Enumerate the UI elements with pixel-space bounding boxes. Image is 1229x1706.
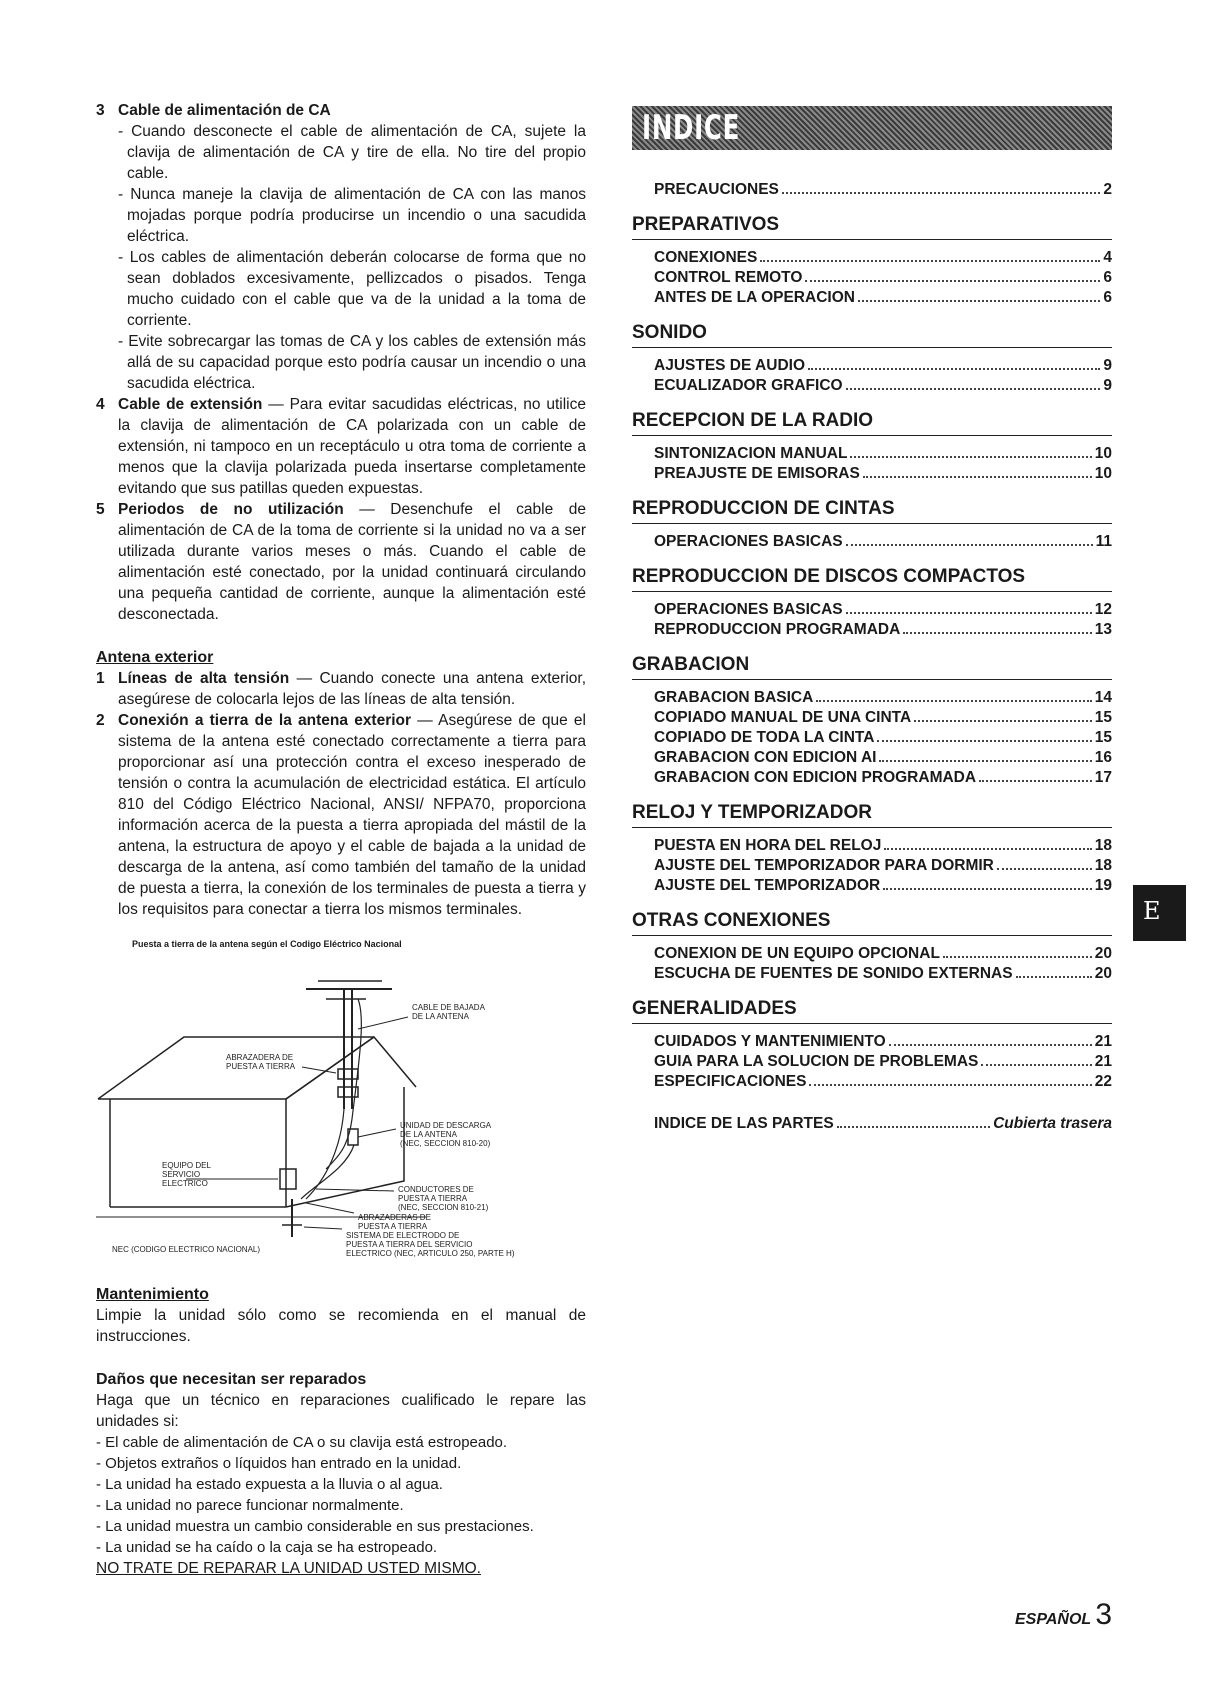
item-title: Periodos de no utilización [118, 501, 344, 518]
section-tab-letter: E [1143, 897, 1161, 925]
toc-leader [981, 1064, 1091, 1066]
label-electrode-system: SISTEMA DE ELECTRODO DE PUESTA A TIERRA DEL SERVICIO ELECTRICO (NEC, ARTICULO 250, PARTE H) [346, 1231, 515, 1258]
toc-page: 18 [1094, 857, 1112, 874]
toc-label: CONEXIONES [654, 249, 758, 266]
damage-item: - La unidad se ha caído o la caja se ha estropeado. [96, 1539, 438, 1556]
bullet: - Evite sobrecargar las tomas de CA y los cables de extensión más allá de su capacidad porque esto podría causar un incendio o una sacudida eléctrica. [118, 333, 586, 392]
toc-label: AJUSTE DEL TEMPORIZADOR [654, 877, 881, 894]
toc-entry[interactable] [632, 1052, 1112, 1072]
toc-label: GUIA PARA LA SOLUCION DE PROBLEMAS [654, 1053, 979, 1070]
left-column [96, 100, 586, 1579]
toc-page: 19 [1094, 877, 1112, 894]
toc-entry[interactable] [632, 1032, 1112, 1052]
toc-group-title: SONIDO [632, 322, 1112, 348]
damage-item: - Objetos extraños o líquidos han entrado en la unidad. [96, 1455, 462, 1472]
toc-group-items [632, 828, 1112, 896]
label-ground-conductors: CONDUCTORES DE PUESTA A TIERRA (NEC, SECCION 810-21) [398, 1185, 489, 1212]
toc-entry[interactable] [632, 180, 1112, 200]
toc-label: COPIADO MANUAL DE UNA CINTA [654, 709, 912, 726]
toc-group-items [632, 936, 1112, 984]
toc-group-title: REPRODUCCION DE CINTAS [632, 498, 1112, 524]
toc-page: 16 [1094, 749, 1112, 766]
toc-page: 10 [1094, 445, 1112, 462]
toc-leader [943, 956, 1092, 958]
toc-page: 18 [1094, 837, 1112, 854]
toc-group-items [632, 436, 1112, 484]
toc-entry[interactable] [632, 688, 1112, 708]
index-banner [632, 106, 1112, 150]
bullet: - Cuando desconecte el cable de alimentación de CA, sujete la clavija de alimentación de CA y tire de ella. No tire del propio cable. [118, 123, 586, 182]
item-number: 4 [96, 396, 105, 413]
toc-page: 9 [1103, 357, 1112, 374]
page-footer [1015, 1598, 1112, 1632]
toc-label: GRABACION CON EDICION PROGRAMADA [654, 769, 977, 786]
toc-leader [914, 720, 1092, 722]
item-number: 5 [96, 501, 105, 518]
item-text: — Desenchufe el cable de alimentación de CA de la toma de corriente si la unidad no va a ser utilizada durante varios meses o más. Cuando el cable de alimentación esté conectado, por la unidad continuará circulando una pequeña cantidad de corriente, aunque la alimentación esté desconectada. [118, 501, 586, 623]
toc-group-title: GENERALIDADES [632, 998, 1112, 1024]
toc-leader [837, 1126, 990, 1128]
toc-label: OPERACIONES BASICAS [654, 533, 843, 550]
label-lead-in-wire: CABLE DE BAJADA DE LA ANTENA [412, 1003, 485, 1021]
toc-label: PUESTA EN HORA DEL RELOJ [654, 837, 882, 854]
item-text: — Para evitar sacudidas eléctricas, no utilice la clavija de alimentación de CA polarizada con un cable de extensión, ni tampoco en un receptáculo u otra toma de corriente a menos que la clavija polarizada pueda insertarse completamente evitando que sus patillas queden expuestas. [118, 396, 586, 497]
toc-label: OPERACIONES BASICAS [654, 601, 843, 618]
toc-page: 10 [1094, 465, 1112, 482]
toc-leader [997, 868, 1092, 870]
toc-label: REPRODUCCION PROGRAMADA [654, 621, 901, 638]
damage-item: - La unidad no parece funcionar normalmente. [96, 1497, 404, 1514]
toc-label: AJUSTE DEL TEMPORIZADOR PARA DORMIR [654, 857, 994, 874]
toc-page: 14 [1094, 689, 1112, 706]
toc-entry[interactable] [632, 1114, 1112, 1134]
toc-leader [1016, 976, 1092, 978]
toc-entry[interactable] [632, 708, 1112, 728]
toc-group-title: OTRAS CONEXIONES [632, 910, 1112, 936]
toc-leader [883, 888, 1092, 890]
toc-label: PRECAUCIONES [654, 181, 779, 198]
toc-page: 20 [1094, 965, 1112, 982]
toc-group-title: GRABACION [632, 654, 1112, 680]
toc-entry[interactable] [632, 944, 1112, 964]
toc-label: ESCUCHA DE FUENTES DE SONIDO EXTERNAS [654, 965, 1013, 982]
item-number: 3 [96, 102, 105, 119]
item-number: 1 [96, 670, 105, 687]
maintenance-text: Limpie la unidad sólo como se recomienda en el manual de instrucciones. [96, 1307, 586, 1345]
toc-page: 12 [1094, 601, 1112, 618]
damage-item: - La unidad ha estado expuesta a la lluvia o al agua. [96, 1476, 443, 1493]
toc-leader [808, 368, 1100, 370]
toc-page: 6 [1103, 289, 1112, 306]
toc-leader [903, 632, 1091, 634]
toc-groups [632, 214, 1112, 1092]
toc-label: CUIDADOS Y MANTENIMIENTO [654, 1033, 886, 1050]
item-text: — Cuando conecte una antena exterior, asegúrese de colocarla lejos de las líneas de alta tensión. [118, 670, 587, 708]
toc-page: 21 [1094, 1053, 1112, 1070]
toc-leader [863, 476, 1092, 478]
item-title: Cable de extensión [118, 396, 263, 413]
list-item [96, 668, 586, 710]
toc-entry[interactable] [632, 728, 1112, 748]
toc-group-items [632, 524, 1112, 552]
toc-entry[interactable] [632, 600, 1112, 620]
toc-leader [805, 280, 1100, 282]
toc-label: CONTROL REMOTO [654, 269, 803, 286]
toc-page: 20 [1094, 945, 1112, 962]
footer-language: ESPAÑOL [1015, 1611, 1091, 1628]
toc-page: 21 [1094, 1033, 1112, 1050]
toc-page: 15 [1094, 729, 1112, 746]
toc-label: AJUSTES DE AUDIO [654, 357, 806, 374]
toc-leader [979, 780, 1092, 782]
toc-entry[interactable] [632, 376, 1112, 396]
toc-page: Cubierta trasera [993, 1115, 1112, 1132]
toc-page: 6 [1103, 269, 1112, 286]
toc-page: 11 [1095, 533, 1112, 550]
damage-heading: Daños que necesitan ser reparados [96, 1371, 367, 1388]
list-item [96, 710, 586, 920]
toc-page: 22 [1094, 1073, 1112, 1090]
toc-label: ECUALIZADOR GRAFICO [654, 377, 843, 394]
toc-entry[interactable] [632, 836, 1112, 856]
toc-entry[interactable] [632, 444, 1112, 464]
toc-entry[interactable] [632, 856, 1112, 876]
toc-label: ESPECIFICACIONES [654, 1073, 807, 1090]
label-ground-clamp: ABRAZADERA DE PUESTA A TIERRA [226, 1053, 296, 1071]
toc-label: GRABACION CON EDICION AI [654, 749, 877, 766]
toc-label: SINTONIZACION MANUAL [654, 445, 848, 462]
toc-group-title: RELOJ Y TEMPORIZADOR [632, 802, 1112, 828]
toc-page: 4 [1103, 249, 1112, 266]
toc-leader [846, 388, 1101, 390]
list-item [96, 499, 586, 625]
label-discharge-unit: UNIDAD DE DESCARGA DE LA ANTENA (NEC, SECCION 810-20) [400, 1121, 492, 1148]
antenna-heading: Antena exterior [96, 649, 214, 666]
index-column [632, 106, 1112, 1134]
toc-entry[interactable] [632, 964, 1112, 984]
toc-group-items [632, 348, 1112, 396]
toc-group-title: PREPARATIVOS [632, 214, 1112, 240]
toc-leader [879, 760, 1091, 762]
item-title: Cable de alimentación de CA [118, 102, 331, 119]
antenna-grounding-diagram [96, 959, 586, 1284]
toc-label: INDICE DE LAS PARTES [654, 1115, 834, 1132]
label-nec: NEC (CODIGO ELECTRICO NACIONAL) [112, 1245, 261, 1254]
toc-entry[interactable] [632, 620, 1112, 640]
toc-page: 17 [1094, 769, 1112, 786]
toc-entry[interactable] [632, 248, 1112, 268]
damage-item: - El cable de alimentación de CA o su clavija está estropeado. [96, 1434, 508, 1451]
toc-page: 9 [1103, 377, 1112, 394]
final-note: NO TRATE DE REPARAR LA UNIDAD USTED MISMO. [96, 1560, 481, 1577]
toc-entry[interactable] [632, 532, 1112, 552]
toc-entry[interactable] [632, 288, 1112, 308]
toc-label: COPIADO DE TODA LA CINTA [654, 729, 875, 746]
toc-leader [809, 1084, 1091, 1086]
toc-entry[interactable] [632, 876, 1112, 896]
toc-entry[interactable] [632, 1072, 1112, 1092]
toc-leader [816, 700, 1091, 702]
toc-leader [877, 740, 1091, 742]
toc-group-title: REPRODUCCION DE DISCOS COMPACTOS [632, 566, 1112, 592]
toc-entry[interactable] [632, 356, 1112, 376]
toc-entry[interactable] [632, 768, 1112, 788]
toc-group-items [632, 680, 1112, 788]
item-title: Conexión a tierra de la antena exterior [118, 712, 412, 729]
toc-label: PREAJUSTE DE EMISORAS [654, 465, 860, 482]
toc-leader [782, 192, 1100, 194]
bullet: - Nunca maneje la clavija de alimentación de CA con las manos mojadas porque podría producirse un incendio o una sacudida eléctrica. [118, 186, 586, 245]
toc-entry[interactable] [632, 748, 1112, 768]
toc-group-title: RECEPCION DE LA RADIO [632, 410, 1112, 436]
damage-text: Haga que un técnico en reparaciones cualificado le repare las unidades si: [96, 1392, 586, 1430]
toc-page: 15 [1094, 709, 1112, 726]
damage-item: - La unidad muestra un cambio considerable en sus prestaciones. [96, 1518, 534, 1535]
toc-entry[interactable] [632, 464, 1112, 484]
toc-page: 2 [1103, 181, 1112, 198]
toc-label: ANTES DE LA OPERACION [654, 289, 855, 306]
item-text: — Asegúrese de que el sistema de la antena esté conectado correctamente a tierra para proporcionar así una protección contra el exceso inesperado de tensión o contra la acumulación de electricidad estática. El artículo 810 del Código Eléctrico Nacional, ANSI/ NFPA70, proporciona información acerca de la puesta a tierra apropiada del mástil de la antena, la estructura de apoyo y el cable de bajada a la unidad de descarga de la antena, así como también del tamaño de la unidad de puesta a tierra, la conexión de los terminales de puesta a tierra y los requisitos para conectar a tierra los mismos terminales. [118, 712, 586, 918]
label-service-equipment: EQUIPO DEL SERVICIO ELECTRICO [162, 1161, 211, 1188]
item-title: Líneas de alta tensión [118, 670, 290, 687]
toc-entry[interactable] [632, 268, 1112, 288]
list-item [96, 394, 586, 499]
toc-label: CONEXION DE UN EQUIPO OPCIONAL [654, 945, 940, 962]
toc-leader [850, 456, 1091, 458]
toc-group-items [632, 1024, 1112, 1092]
toc-leader [846, 612, 1092, 614]
toc-page: 13 [1094, 621, 1112, 638]
toc-group-items [632, 240, 1112, 308]
bullet: - Los cables de alimentación deberán colocarse de forma que no sean doblados excesivamente, pellizcados o pisados. Tenga mucho cuidado con el cable que va de la unidad a la toma de corriente. [118, 249, 586, 329]
figure-caption: Puesta a tierra de la antena según el Codigo Eléctrico Nacional [132, 939, 402, 949]
toc-leader [858, 300, 1100, 302]
toc-leader [846, 544, 1093, 546]
index-title: INDICE [642, 108, 741, 148]
maintenance-heading: Mantenimiento [96, 1286, 209, 1303]
toc-leader [889, 1044, 1092, 1046]
list-item [96, 100, 586, 394]
toc-leader [884, 848, 1091, 850]
label-ground-clamps: ABRAZADERAS DE PUESTA A TIERRA [358, 1213, 431, 1231]
toc-group-items [632, 592, 1112, 640]
toc-label: GRABACION BASICA [654, 689, 814, 706]
toc-leader [760, 260, 1100, 262]
section-tab [1133, 885, 1186, 941]
item-number: 2 [96, 712, 105, 729]
page-number: 3 [1095, 1598, 1113, 1631]
